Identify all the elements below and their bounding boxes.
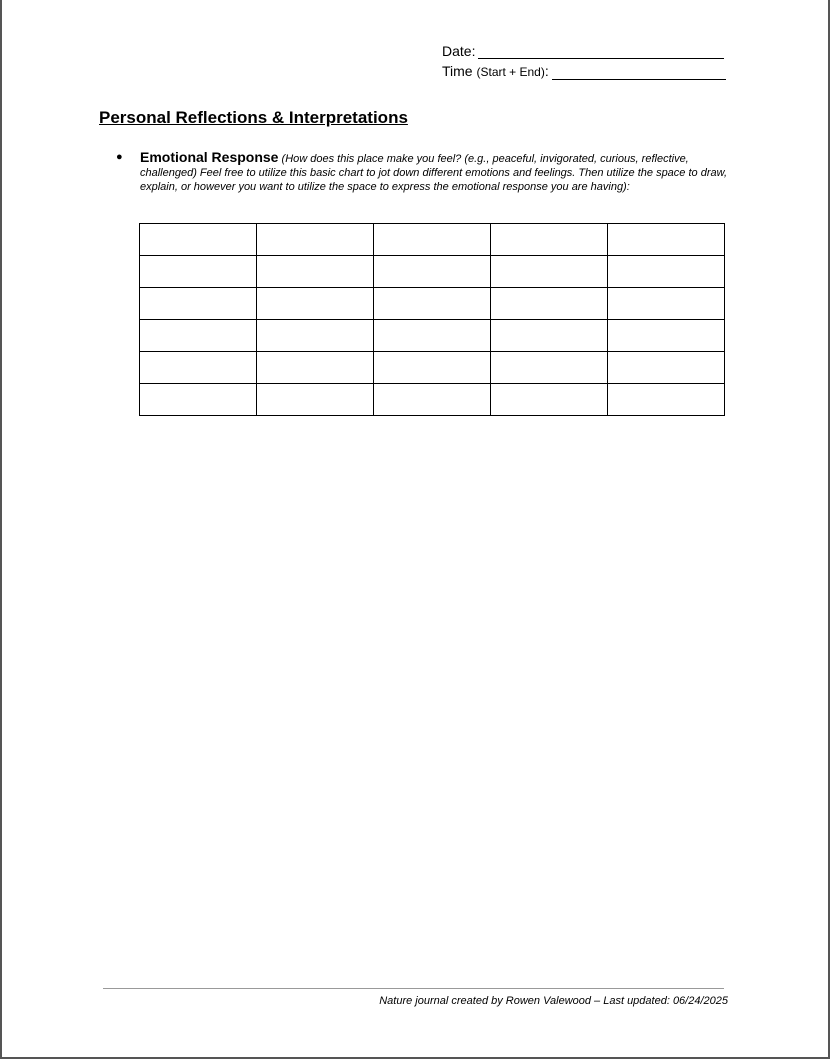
emotional-response-item <box>140 150 730 194</box>
table-cell[interactable] <box>608 320 725 352</box>
table-row <box>140 384 725 416</box>
bullet-heading: Emotional Response <box>140 149 279 165</box>
table-row <box>140 352 725 384</box>
table-cell[interactable] <box>257 384 374 416</box>
table-cell[interactable] <box>140 256 257 288</box>
table-row <box>140 256 725 288</box>
table-cell[interactable] <box>374 384 491 416</box>
table-cell[interactable] <box>491 288 608 320</box>
table-cell[interactable] <box>140 320 257 352</box>
time-label: Time <box>442 63 473 79</box>
table-cell[interactable] <box>608 224 725 256</box>
time-field <box>442 63 726 80</box>
table-cell[interactable] <box>374 352 491 384</box>
table-cell[interactable] <box>140 352 257 384</box>
table-cell[interactable] <box>257 320 374 352</box>
table-cell[interactable] <box>608 352 725 384</box>
emotion-chart-table <box>139 223 725 416</box>
table-cell[interactable] <box>374 288 491 320</box>
time-qualifier: (Start + End) <box>476 65 545 79</box>
table-cell[interactable] <box>608 256 725 288</box>
footer-credit: Nature journal created by Rowen Valewood – Last updated: 06/24/2025 <box>379 995 728 1007</box>
table-cell[interactable] <box>140 288 257 320</box>
table-cell[interactable] <box>257 352 374 384</box>
table-row <box>140 320 725 352</box>
table-cell[interactable] <box>491 320 608 352</box>
table-cell[interactable] <box>140 384 257 416</box>
table-row <box>140 288 725 320</box>
footer-divider <box>103 988 724 989</box>
date-field <box>442 43 724 59</box>
table-cell[interactable] <box>491 224 608 256</box>
table-cell[interactable] <box>257 256 374 288</box>
table-cell[interactable] <box>491 384 608 416</box>
bullet-marker: ● <box>116 151 123 163</box>
date-label: Date: <box>442 43 476 59</box>
table-cell[interactable] <box>491 352 608 384</box>
table-cell[interactable] <box>608 288 725 320</box>
table-cell[interactable] <box>257 224 374 256</box>
table-cell[interactable] <box>140 224 257 256</box>
table-cell[interactable] <box>374 224 491 256</box>
bullet-description: (How does this place make you feel? (e.g., peaceful, invigorated, curious, reflective, challenged) Feel free to utilize this basic chart to jot down different emotions and feelings. Then utilize the space to draw, explain, or however you want to utilize the space to express the emotional response you are having): <box>140 153 727 193</box>
table-cell[interactable] <box>491 256 608 288</box>
table-cell[interactable] <box>374 320 491 352</box>
table-cell[interactable] <box>257 288 374 320</box>
table-cell[interactable] <box>374 256 491 288</box>
time-blank-line[interactable] <box>552 67 726 80</box>
date-blank-line[interactable] <box>478 46 724 59</box>
section-title: Personal Reflections & Interpretations <box>99 108 408 127</box>
time-colon: : <box>544 63 549 79</box>
table-cell[interactable] <box>608 384 725 416</box>
table-row <box>140 224 725 256</box>
